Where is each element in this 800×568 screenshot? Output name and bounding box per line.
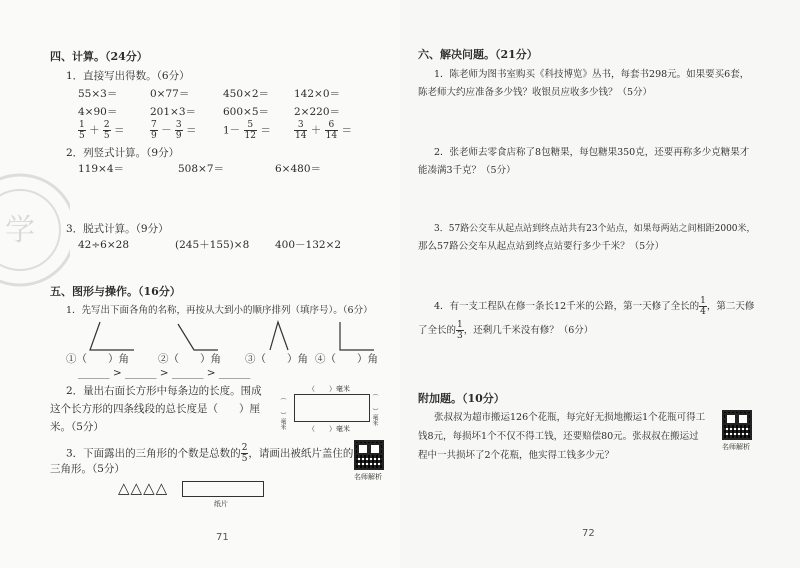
q1-line1: 1．陈老师为图书室购买《科技博览》丛书，每套书298元。如果要买6套， bbox=[434, 69, 750, 80]
calc-2-2: 201×3＝ bbox=[150, 106, 197, 118]
s5-q2-line2: 这个长方形的四条线段的总长度是（ ）厘 bbox=[50, 403, 260, 415]
q3-line2: 那么57路公交车从起点站到终点站要行多少千米？（5分） bbox=[418, 241, 665, 252]
s5-q1: 1．先写出下面各角的名称，再按从大到小的顺序排列（填序号）。（6分） bbox=[66, 305, 373, 316]
q3-line1: 3．57路公交车从起点站到终点站共有23个站点，如果每两站之间相距2000米， bbox=[434, 224, 756, 234]
angle-3: ③（ ）角 bbox=[245, 353, 308, 365]
right-page bbox=[400, 0, 800, 568]
s5-q2-line1: 2．量出右面长方形中每条边的长度。围成 bbox=[66, 385, 262, 397]
extra-title: 附加题。（10分） bbox=[418, 392, 505, 405]
qr-label-right: 名师解析 bbox=[722, 443, 750, 451]
vert-1: 119×4＝ bbox=[78, 163, 125, 175]
rect-left-label: （ ）毫米 bbox=[279, 394, 286, 430]
q2-line2: 能凑满3千克？（5分） bbox=[418, 165, 516, 176]
q4-line2: 了全长的 $\frac{1}{3}$ ，还剩几千米没有修？（6分） bbox=[418, 320, 594, 341]
paper-label: 纸片 bbox=[214, 500, 228, 508]
step-1: 42÷6×28 bbox=[78, 239, 129, 251]
section6-title: 六、解决问题。（21分） bbox=[418, 48, 538, 61]
q2-line1: 2．张老师去零食店称了8包糖果，每包糖果350克，还要再称多少克糖果才 bbox=[434, 147, 750, 158]
paper-cover bbox=[182, 481, 264, 497]
calc-2-1: 4×90＝ bbox=[78, 106, 118, 118]
s4-q1: 1．直接写出得数。（6分） bbox=[66, 70, 190, 82]
rectangle-figure bbox=[279, 384, 384, 434]
page-number-left: 71 bbox=[216, 532, 229, 543]
calc-3-2: $\frac{7}{9}$ － $\frac{3}{9}$ ＝ bbox=[151, 120, 197, 141]
step-3: 400－132×2 bbox=[275, 239, 342, 251]
q1-line2: 陈老师大约应准备多少钱？收银员应收多少钱？（5分） bbox=[418, 87, 653, 98]
rect-top-label: （ ）毫米 bbox=[308, 385, 350, 393]
section5-title: 五、图形与操作。（16分） bbox=[50, 285, 181, 298]
qr-code-right bbox=[722, 410, 752, 440]
q4-line1: 4．有一支工程队在修一条长12千米的公路，第一天修了全长的 $\frac{1}{4}$ ，第二天修 bbox=[434, 296, 755, 317]
angle-2: ②（ ）角 bbox=[158, 353, 221, 365]
angle-order-blanks: ______ > ______ > ______ > ______ bbox=[78, 367, 251, 379]
s4-q3: 3．脱式计算。（9分） bbox=[66, 223, 169, 235]
calc-1-2: 0×77＝ bbox=[150, 88, 190, 100]
rect-right-label: （ ）毫米 bbox=[371, 390, 378, 426]
calc-3-3: 1－ $\frac{5}{12}$ ＝ bbox=[223, 120, 271, 141]
s5-q3-line2: 三角形。（5分） bbox=[50, 463, 125, 475]
s5-q2-line3: 米。（5分） bbox=[50, 421, 104, 433]
page-number-right: 72 bbox=[582, 528, 595, 539]
angle-figures bbox=[78, 318, 378, 354]
qr-label-left: 名师解析 bbox=[354, 473, 382, 481]
calc-2-3: 600×5＝ bbox=[223, 106, 270, 118]
rect-bottom-label: （ ）毫米 bbox=[308, 425, 350, 433]
svg-text:学: 学 bbox=[5, 213, 35, 248]
s5-q3-line1: 3．下面露出的三角形的个数是总数的 $\frac{2}{5}$ ，请画出被纸片盖住的 bbox=[66, 443, 354, 464]
triangles: △△△△ bbox=[118, 479, 169, 497]
stamp-watermark bbox=[0, 170, 70, 290]
rectangle bbox=[294, 394, 370, 422]
extra-line3: 程中一共损坏了2个花瓶，他实得工钱多少元？ bbox=[418, 450, 615, 461]
section4-title: 四、计算。（24分） bbox=[50, 50, 148, 63]
calc-3-1: $\frac{1}{5}$ ＋ $\frac{2}{5}$ ＝ bbox=[79, 120, 125, 141]
step-2: (245＋155)×8 bbox=[175, 239, 250, 251]
s4-q2: 2．列竖式计算。（9分） bbox=[66, 147, 180, 159]
calc-1-4: 142×0＝ bbox=[294, 88, 341, 100]
extra-line1: 张叔叔为超市搬运126个花瓶，每完好无损地搬运1个花瓶可得工 bbox=[434, 412, 706, 423]
calc-1-3: 450×2＝ bbox=[223, 88, 270, 100]
calc-2-4: 2×220＝ bbox=[294, 106, 341, 118]
vert-3: 6×480＝ bbox=[275, 163, 322, 175]
extra-line2: 钱8元，每损坏1个不仅不得工钱，还要赔偿80元。张叔叔在搬运过 bbox=[418, 431, 699, 442]
vert-2: 508×7＝ bbox=[178, 163, 225, 175]
angle-4: ④（ ）角 bbox=[315, 353, 378, 365]
calc-3-4: $\frac{3}{14}$ ＋ $\frac{6}{14}$ ＝ bbox=[295, 120, 352, 141]
qr-code-left bbox=[354, 440, 384, 470]
calc-1-1: 55×3＝ bbox=[78, 88, 118, 100]
angle-1: ①（ ）角 bbox=[66, 353, 129, 365]
